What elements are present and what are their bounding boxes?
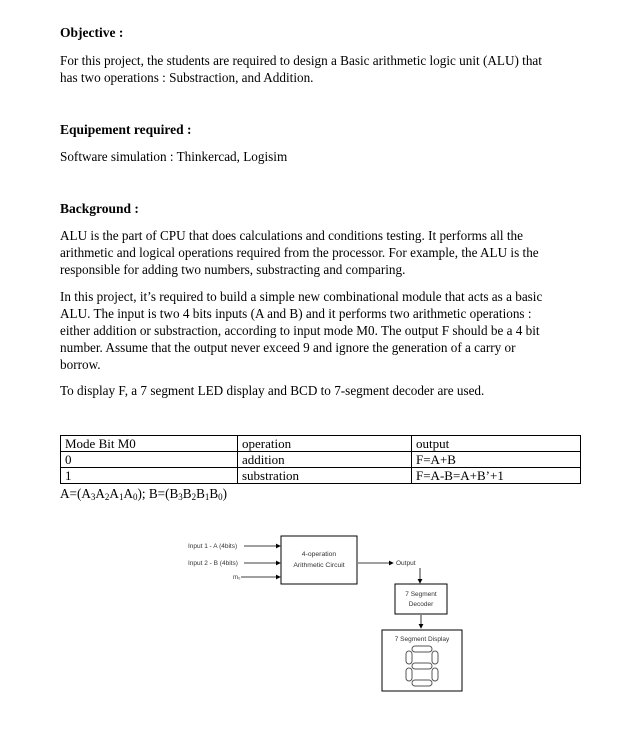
- background-line: arithmetic and logical operations required from the processor. For example, the ALU is the: [60, 245, 539, 260]
- table-cell: addition: [238, 452, 412, 468]
- decoder-label-line-2: Decoder: [408, 601, 434, 608]
- background-heading: Background :: [60, 201, 139, 216]
- input-definition-formula: $A=(A_3A_2A_1A_0)$; $B=(B_3B_2B_1B_0)$: [60, 486, 228, 502]
- input-2-label: Input 2 - B (4bits): [188, 560, 238, 567]
- output-label: Output: [396, 560, 416, 567]
- table-header-cell: Mode Bit M0: [61, 436, 238, 452]
- circuit-label-line-2: Arithmetic Circuit: [293, 562, 345, 569]
- objective-heading: Objective :: [60, 25, 124, 40]
- circuit-label-line-1: 4-operation: [301, 551, 337, 558]
- table-header-cell: operation: [238, 436, 412, 452]
- objective-line: For this project, the students are required to design a Basic arithmetic logic unit (ALU) that: [60, 53, 542, 68]
- background-line: borrow.: [60, 357, 101, 372]
- equipment-heading: Equipement required :: [60, 122, 192, 137]
- background-line: either addition or substraction, according to input mode M0. The output F should be a 4 bit: [60, 323, 540, 338]
- equipment-line: Software simulation : Thinkercad, Logisim: [60, 149, 288, 164]
- background-line: ALU is the part of CPU that does calculations and conditions testing. It performs all the: [60, 228, 523, 243]
- background-line: number. Assume that the output never exceed 9 and ignore the generation of a carry or: [60, 340, 516, 355]
- decoder-label-line-1: 7 Segment: [405, 591, 437, 598]
- background-line: ALU. The input is two 4 bits inputs (A and B) and it performs two arithmetic operations :: [60, 306, 532, 321]
- background-line: To display F, a 7 segment LED display and BCD to 7-segment decoder are used.: [60, 383, 485, 398]
- arithmetic-circuit-block: [281, 536, 357, 584]
- objective-line: has two operations : Substraction, and Addition.: [60, 70, 314, 85]
- mode-input-label: m₀: [233, 575, 241, 581]
- table-header-cell: output: [412, 436, 581, 452]
- table-cell: substration: [238, 468, 412, 484]
- background-line: In this project, it’s required to build a simple new combinational module that acts as a basic: [60, 289, 543, 304]
- table-cell: F=A+B: [412, 452, 581, 468]
- bcd-decoder-block: [395, 584, 447, 614]
- table-cell: F=A-B=A+B’+1: [412, 468, 581, 484]
- table-cell: 1: [61, 468, 238, 484]
- input-1-label: Input 1 - A (4bits): [188, 543, 238, 550]
- background-line: responsible for adding two numbers, substracting and comparing.: [60, 262, 406, 277]
- table-cell: 0: [61, 452, 238, 468]
- display-label: 7 Segment Display: [394, 636, 450, 643]
